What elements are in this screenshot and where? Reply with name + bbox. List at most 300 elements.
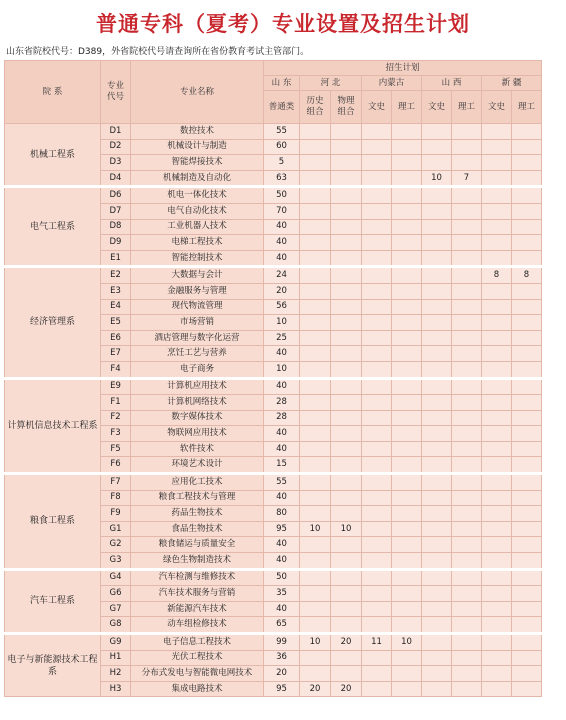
major-name: 电梯工程技术 [131,235,264,251]
plan-count [331,250,362,267]
plan-count [362,267,392,284]
plan-count [392,426,422,442]
plan-count: 15 [264,457,300,474]
major-code: D8 [101,219,131,235]
plan-count [362,553,392,570]
plan-count [422,426,452,442]
plan-count [300,155,331,171]
plan-count: 50 [264,569,300,586]
plan-count [392,124,422,140]
plan-count [452,299,482,315]
header-sub-3 [362,91,392,124]
major-name: 分布式发电与智能微电网技术 [131,666,264,682]
plan-count [512,330,542,346]
plan-count [422,569,452,586]
header-code-text: 专业 代号 [106,81,124,102]
plan-count [512,187,542,204]
major-name: 现代物流管理 [131,299,264,315]
enrollment-plan-table [4,60,542,697]
plan-count [392,617,422,634]
plan-count [331,586,362,602]
plan-count [452,330,482,346]
plan-count [422,346,452,362]
plan-count: 20 [264,666,300,682]
plan-count [422,634,452,651]
plan-count [512,569,542,586]
plan-count: 40 [264,235,300,251]
plan-count [452,395,482,411]
plan-count [392,601,422,617]
plan-count [512,601,542,617]
plan-count [452,426,482,442]
plan-count [300,299,331,315]
plan-count [331,666,362,682]
plan-count [392,155,422,171]
plan-count [512,521,542,537]
plan-count [392,569,422,586]
plan-count [452,283,482,299]
plan-count [331,601,362,617]
plan-count [300,378,331,395]
major-name: 环境艺术设计 [131,457,264,474]
major-code: F5 [101,441,131,457]
plan-count [512,506,542,522]
major-name: 电子信息工程技术 [131,634,264,651]
plan-count [362,124,392,140]
major-code: H1 [101,650,131,666]
plan-count [331,490,362,506]
plan-count: 40 [264,346,300,362]
plan-count [452,124,482,140]
plan-count [452,617,482,634]
plan-count [422,361,452,378]
plan-count [422,410,452,426]
plan-count [452,457,482,474]
plan-count [300,601,331,617]
major-name: 物联网应用技术 [131,426,264,442]
plan-count: 65 [264,617,300,634]
header-sub-6 [452,91,482,124]
plan-count [331,457,362,474]
plan-count [422,681,452,697]
plan-count [452,506,482,522]
plan-count [422,441,452,457]
plan-count [422,155,452,171]
plan-count: 40 [264,219,300,235]
plan-count [362,187,392,204]
plan-count [331,187,362,204]
plan-count [452,267,482,284]
department-name: 电子与新能源技术工程系 [5,634,101,697]
plan-count [300,203,331,219]
plan-count [362,569,392,586]
plan-count [452,553,482,570]
plan-count [482,506,512,522]
plan-count [512,378,542,395]
plan-count [512,634,542,651]
plan-count [362,666,392,682]
plan-count [362,203,392,219]
plan-count [482,219,512,235]
plan-count [300,441,331,457]
plan-count [422,250,452,267]
plan-count [482,299,512,315]
plan-count [512,155,542,171]
major-code: E9 [101,378,131,395]
plan-count [482,601,512,617]
major-code: E2 [101,267,131,284]
plan-count [482,569,512,586]
plan-count [300,283,331,299]
plan-count: 10 [300,521,331,537]
plan-count [392,203,422,219]
plan-count [452,378,482,395]
plan-count: 35 [264,586,300,602]
major-name: 机械制造及自动化 [131,170,264,187]
major-code: F2 [101,410,131,426]
department-name: 粮食工程系 [5,474,101,570]
plan-count [452,219,482,235]
plan-count [422,490,452,506]
plan-count [482,553,512,570]
plan-count [482,378,512,395]
major-name: 食品生物技术 [131,521,264,537]
plan-count [300,346,331,362]
plan-count [362,537,392,553]
department-name: 汽车工程系 [5,569,101,633]
plan-count [331,553,362,570]
plan-count [452,203,482,219]
plan-count [300,395,331,411]
plan-count [422,537,452,553]
plan-count [422,203,452,219]
plan-count [362,650,392,666]
major-code: E1 [101,250,131,267]
plan-count [452,521,482,537]
major-name: 计算机网络技术 [131,395,264,411]
plan-count [482,250,512,267]
major-code: F7 [101,474,131,491]
table-row [5,187,542,204]
plan-count [452,410,482,426]
plan-count [452,490,482,506]
plan-count [482,283,512,299]
plan-count [362,617,392,634]
plan-count [392,283,422,299]
major-code: E7 [101,346,131,362]
plan-count [422,521,452,537]
major-code: F8 [101,490,131,506]
plan-count [362,170,392,187]
major-code: D7 [101,203,131,219]
plan-count [482,346,512,362]
plan-count [300,139,331,155]
plan-count [392,267,422,284]
plan-count [482,155,512,171]
plan-count [392,506,422,522]
plan-count [392,235,422,251]
plan-count [452,601,482,617]
major-code: G1 [101,521,131,537]
plan-count [422,553,452,570]
plan-count: 8 [512,267,542,284]
plan-count [362,346,392,362]
plan-count [422,506,452,522]
header-sub-5 [422,91,452,124]
plan-count [362,681,392,697]
plan-count [300,219,331,235]
plan-count [482,650,512,666]
plan-count [331,346,362,362]
major-code: G4 [101,569,131,586]
plan-count [482,681,512,697]
table-row [5,124,542,140]
header-sub-text: 普通类 [268,101,295,112]
department-name: 机械工程系 [5,124,101,187]
plan-count [362,299,392,315]
major-code: D1 [101,124,131,140]
plan-count [482,521,512,537]
plan-count [392,650,422,666]
major-name: 计算机应用技术 [131,378,264,395]
header-code [101,61,131,124]
plan-count [512,537,542,553]
major-code: G3 [101,553,131,570]
major-name: 动车组检修技术 [131,617,264,634]
plan-count [482,330,512,346]
plan-count: 10 [264,315,300,331]
table-row [5,474,542,491]
plan-count [512,681,542,697]
plan-count [482,361,512,378]
plan-count [300,426,331,442]
plan-count [300,410,331,426]
plan-count [392,521,422,537]
plan-count [392,330,422,346]
major-name: 金融服务与管理 [131,283,264,299]
plan-count: 95 [264,521,300,537]
plan-count [422,457,452,474]
plan-count [300,569,331,586]
plan-count [300,361,331,378]
plan-count [452,569,482,586]
plan-count [331,170,362,187]
header-plan: 招生计划 [264,61,542,76]
plan-count [392,395,422,411]
plan-count [512,457,542,474]
major-name: 智能控制技术 [131,250,264,267]
major-code: E5 [101,315,131,331]
plan-count [422,315,452,331]
plan-count [422,650,452,666]
plan-count [331,378,362,395]
department-name: 电气工程系 [5,187,101,267]
plan-count [422,395,452,411]
plan-count [300,315,331,331]
plan-count [392,474,422,491]
plan-count [300,617,331,634]
plan-count [300,506,331,522]
plan-count [482,124,512,140]
major-name: 智能焊接技术 [131,155,264,171]
plan-count [512,586,542,602]
plan-count [331,426,362,442]
plan-count: 11 [362,634,392,651]
plan-count: 20 [331,681,362,697]
plan-count [300,267,331,284]
header-province-hebei: 河 北 [300,76,362,91]
major-name: 汽车技术服务与营销 [131,586,264,602]
plan-count [482,395,512,411]
plan-count [300,235,331,251]
plan-count [392,441,422,457]
plan-count [422,219,452,235]
plan-count: 10 [331,521,362,537]
plan-count: 8 [482,267,512,284]
department-name: 经济管理系 [5,267,101,378]
plan-count [482,235,512,251]
major-name: 机械设计与制造 [131,139,264,155]
plan-count [362,457,392,474]
plan-count [362,330,392,346]
plan-count: 24 [264,267,300,284]
plan-count [362,490,392,506]
plan-count [300,553,331,570]
plan-count [482,634,512,651]
plan-count [482,410,512,426]
plan-count [331,441,362,457]
plan-count [392,139,422,155]
major-code: G8 [101,617,131,634]
plan-count [300,650,331,666]
plan-count [331,617,362,634]
major-name: 机电一体化技术 [131,187,264,204]
major-code: D3 [101,155,131,171]
plan-count [331,267,362,284]
plan-count [512,299,542,315]
plan-count [300,586,331,602]
plan-count [512,346,542,362]
plan-count [392,315,422,331]
major-code: D9 [101,235,131,251]
plan-count [300,490,331,506]
plan-count [300,474,331,491]
major-code: F1 [101,395,131,411]
major-code: G7 [101,601,131,617]
plan-count [392,553,422,570]
plan-count [452,187,482,204]
plan-count: 40 [264,553,300,570]
plan-count [331,395,362,411]
plan-count [362,315,392,331]
plan-count [392,410,422,426]
plan-count [300,666,331,682]
major-code: F3 [101,426,131,442]
plan-count [331,537,362,553]
major-name: 新能源汽车技术 [131,601,264,617]
plan-count [422,666,452,682]
plan-count [422,378,452,395]
plan-count [422,601,452,617]
plan-count [362,155,392,171]
plan-count [482,203,512,219]
plan-count: 40 [264,601,300,617]
plan-count [362,410,392,426]
header-sub-text: 理工 [457,101,475,112]
major-code: D6 [101,187,131,204]
table-row [5,378,542,395]
plan-count: 63 [264,170,300,187]
plan-count [331,235,362,251]
header-sub-8 [512,91,542,124]
plan-count [300,537,331,553]
plan-count [362,361,392,378]
plan-count [482,441,512,457]
plan-count [452,361,482,378]
header-province-shanxi: 山 西 [422,76,482,91]
major-name: 粮食工程技术与管理 [131,490,264,506]
plan-count [392,537,422,553]
plan-count [300,187,331,204]
plan-count [512,410,542,426]
plan-count [512,283,542,299]
header-sub-text: 历史 组合 [306,96,324,117]
plan-count: 70 [264,203,300,219]
plan-count [300,457,331,474]
plan-count [512,553,542,570]
major-code: H3 [101,681,131,697]
plan-count: 55 [264,124,300,140]
plan-count [362,219,392,235]
plan-count [331,139,362,155]
plan-count: 5 [264,155,300,171]
major-name: 烹饪工艺与营养 [131,346,264,362]
plan-count [362,601,392,617]
plan-count: 95 [264,681,300,697]
plan-count [331,410,362,426]
plan-count: 10 [422,170,452,187]
plan-count: 40 [264,250,300,267]
plan-count [512,139,542,155]
table-row [5,569,542,586]
header-dept: 院 系 [5,61,101,124]
plan-count: 80 [264,506,300,522]
header-sub-text: 文史 [427,101,445,112]
plan-count [452,681,482,697]
plan-count [392,170,422,187]
major-name: 集成电路技术 [131,681,264,697]
plan-count [512,170,542,187]
header-sub-1 [300,91,331,124]
plan-count [300,330,331,346]
header-major-name: 专业名称 [131,61,264,124]
major-name: 光伏工程技术 [131,650,264,666]
plan-count [331,203,362,219]
major-code: E4 [101,299,131,315]
plan-count [392,187,422,204]
plan-count [362,378,392,395]
major-name: 市场营销 [131,315,264,331]
plan-count [392,346,422,362]
plan-count [452,315,482,331]
plan-count [422,139,452,155]
header-province-xinjiang: 新 疆 [482,76,542,91]
plan-count: 10 [300,634,331,651]
plan-count [512,124,542,140]
plan-count [362,586,392,602]
major-code: G2 [101,537,131,553]
plan-count [331,361,362,378]
